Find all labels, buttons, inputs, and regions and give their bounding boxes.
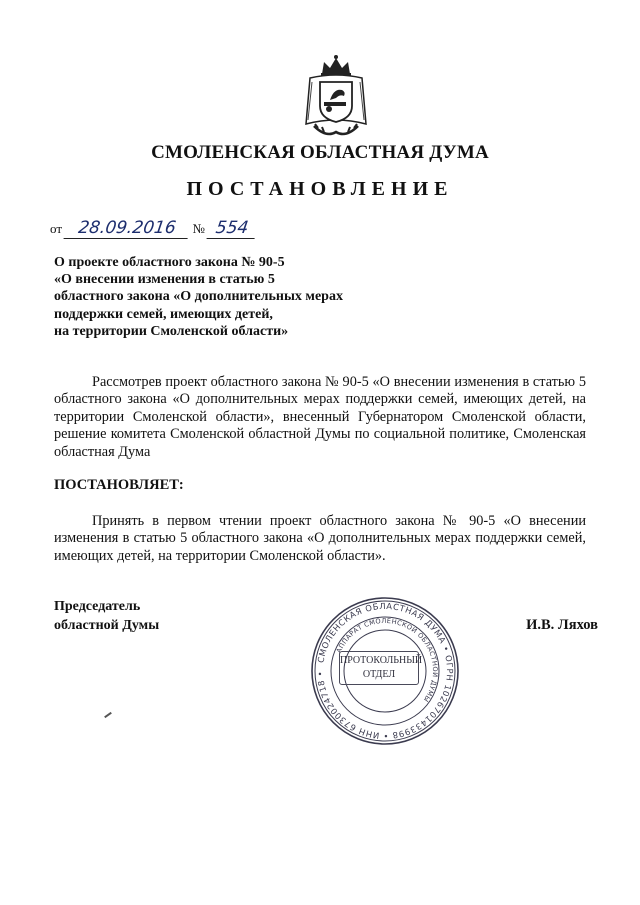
document-type-title: ПОСТАНОВЛЕНИЕ	[186, 178, 454, 200]
subject-line: на территории Смоленской области»	[54, 323, 289, 339]
signatory-position	[54, 598, 159, 635]
subject-line: О проекте областного закона № 90-5	[54, 255, 285, 270]
decision-paragraph: Принять в первом чтении проект областного закона № 90-5 «О внесении изменения в статью 5 областного закона «О дополнительных мерах поддержки семей, имеющих детей, на территории Смоленской области».	[54, 513, 586, 564]
number-prefix: №	[192, 221, 205, 236]
stamp-center-line: ОТДЕЛ	[362, 669, 396, 680]
stamp-inner-text: АППАРАТ СМОЛЕНСКОЙ ОБЛАСТНОЙ ДУМЫ	[334, 616, 440, 704]
ink-mark	[104, 712, 112, 718]
signatory-name: И.В. Ляхов	[526, 617, 598, 633]
subject-line: поддержки семей, имеющих детей,	[54, 306, 273, 322]
position-line: Председатель	[54, 599, 141, 614]
position-line: областной Думы	[54, 617, 160, 633]
date-prefix: от	[50, 221, 63, 236]
document-date-number	[50, 218, 256, 242]
subject-line: областного закона «О дополнительных мерах	[54, 289, 343, 305]
document-subject	[54, 254, 343, 340]
preamble-paragraph: Рассмотрев проект областного закона № 90-5 «О внесении изменения в статью 5 областного закона «О дополнительных мерах поддержки семей, имеющих детей, на территории Смоленской области», внесенный Губернатором Смоленской области, решение комитета Смоленской областной Думы по социальной политике, Смоленская областная Дума	[54, 374, 586, 460]
stamp-center-line: ПРОТОКОЛЬНЫЙ	[340, 655, 423, 666]
stamp-center-label	[339, 651, 423, 685]
organization-title: СМОЛЕНСКАЯ ОБЛАСТНАЯ ДУМА	[151, 142, 489, 163]
document-number: 554	[207, 218, 258, 239]
subject-line: «О внесении изменения в статью 5	[54, 272, 275, 288]
stamp-outer-text: СМОЛЕНСКАЯ ОБЛАСТНАЯ ДУМА • ОГРН 1026701433998 • ИНН 6730024718 •	[314, 600, 456, 742]
decree-label: ПОСТАНОВЛЯЕТ:	[54, 477, 184, 493]
document-date: 28.09.2016	[64, 218, 191, 239]
smolensk-coat-of-arms-icon	[300, 54, 372, 140]
